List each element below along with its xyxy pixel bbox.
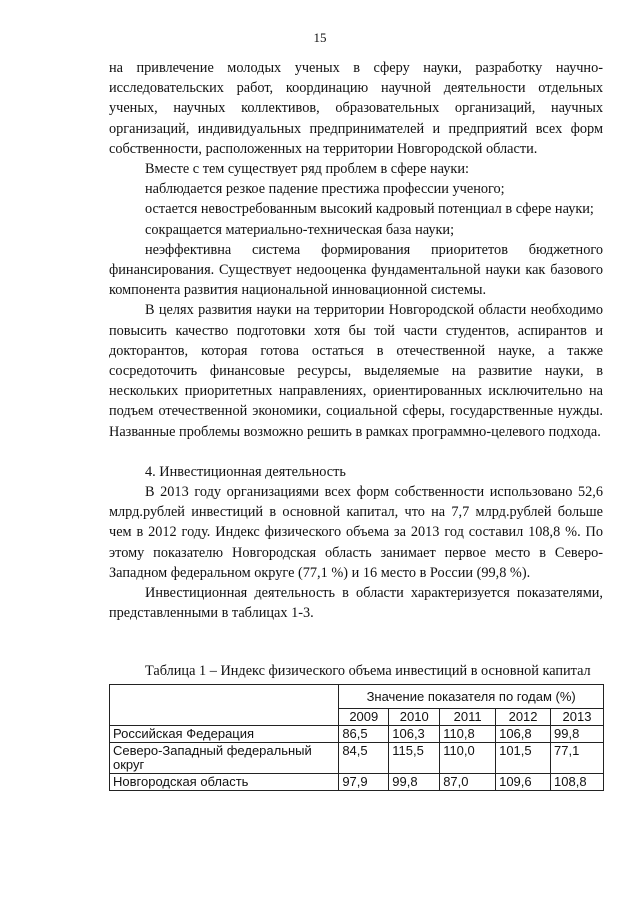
table-caption: Таблица 1 – Индекс физического объема инвестиций в основной капитал — [145, 663, 591, 679]
investment-index-table — [109, 684, 604, 791]
paragraph: В целях развития науки на территории Новгородской области необходимо повысить качество подготовки хотя бы той части студентов, аспирантов и докторантов, которая готова остаться в отечественной науке, а также сосредоточить финансовые ресурсы, выделяемые на развитие науки, в нескольких приоритетных направлениях, ориентированных исключительно на подъем отечественной экономики, социальной сферы, государственные нужды. Названные проблемы возможно решить в рамках программно-целевого подхода. — [109, 302, 603, 440]
header-year: 2012 — [496, 709, 551, 726]
paragraph: В 2013 году организациями всех форм собственности использовано 52,6 млрд.рублей инвестиций в основной капитал, что на 7,7 млрд.рублей больше чем в 2012 году. Индекс физического объема за 2013 год составил 108,8 %. По этому показателю Новгородская область занимает первое место в Северо-Западном федеральном округе (77,1 %) и 16 место в России (99,8 %). — [109, 484, 603, 581]
table-row — [110, 726, 604, 743]
paragraph: неэффективна система формирования приоритетов бюджетного финансирования. Существует недооценка фундаментальной науки как базового компонента развития национальной инновационной системы. — [109, 241, 603, 299]
row-label: Северо-Западный федеральный округ — [110, 743, 339, 774]
paragraph: сокращается материально-техническая база науки; — [145, 221, 455, 238]
cell-value: 110,8 — [440, 726, 496, 743]
row-label: Новгородская область — [110, 774, 339, 791]
row-label: Российская Федерация — [110, 726, 339, 743]
cell-value: 108,8 — [551, 774, 604, 791]
paragraph: на привлечение молодых ученых в сферу науки, разработку научно-исследовательских работ, координацию научной деятельности отдельных ученых, научных коллективов, образовательных организаций, научных организаций, индивидуальных предпринимателей и предприятий всех форм собственности, расположенных на территории Новгородской области. — [109, 60, 603, 157]
cell-value: 109,6 — [496, 774, 551, 791]
cell-value: 87,0 — [440, 774, 496, 791]
cell-value: 99,8 — [551, 726, 604, 743]
paragraph: остается невостребованным высокий кадровый потенциал в сфере науки; — [145, 201, 594, 218]
table-row — [110, 743, 604, 774]
cell-value: 106,3 — [389, 726, 440, 743]
header-year: 2009 — [339, 709, 389, 726]
paragraph: 4. Инвестиционная деятельность — [145, 463, 346, 480]
header-year: 2010 — [389, 709, 440, 726]
header-empty-cell — [110, 685, 339, 726]
cell-value: 110,0 — [440, 743, 496, 774]
cell-value: 99,8 — [389, 774, 440, 791]
cell-value: 84,5 — [339, 743, 389, 774]
header-year: 2013 — [551, 709, 604, 726]
cell-value: 77,1 — [551, 743, 604, 774]
page-number: 15 — [313, 30, 327, 45]
paragraph: Вместе с тем существует ряд проблем в сфере науки: — [145, 161, 469, 178]
cell-value: 97,9 — [339, 774, 389, 791]
header-year: 2011 — [440, 709, 496, 726]
table-row — [110, 774, 604, 791]
cell-value: 101,5 — [496, 743, 551, 774]
cell-value: 115,5 — [389, 743, 440, 774]
body-text — [109, 58, 603, 623]
cell-value: 106,8 — [496, 726, 551, 743]
paragraph: Инвестиционная деятельность в области характеризуется показателями, представленными в таблицах 1-3. — [109, 585, 603, 622]
paragraph: наблюдается резкое падение престижа профессии ученого; — [145, 181, 505, 198]
cell-value: 86,5 — [339, 726, 389, 743]
header-group-cell: Значение показателя по годам (%) — [339, 685, 604, 709]
table-header-row — [110, 685, 604, 709]
